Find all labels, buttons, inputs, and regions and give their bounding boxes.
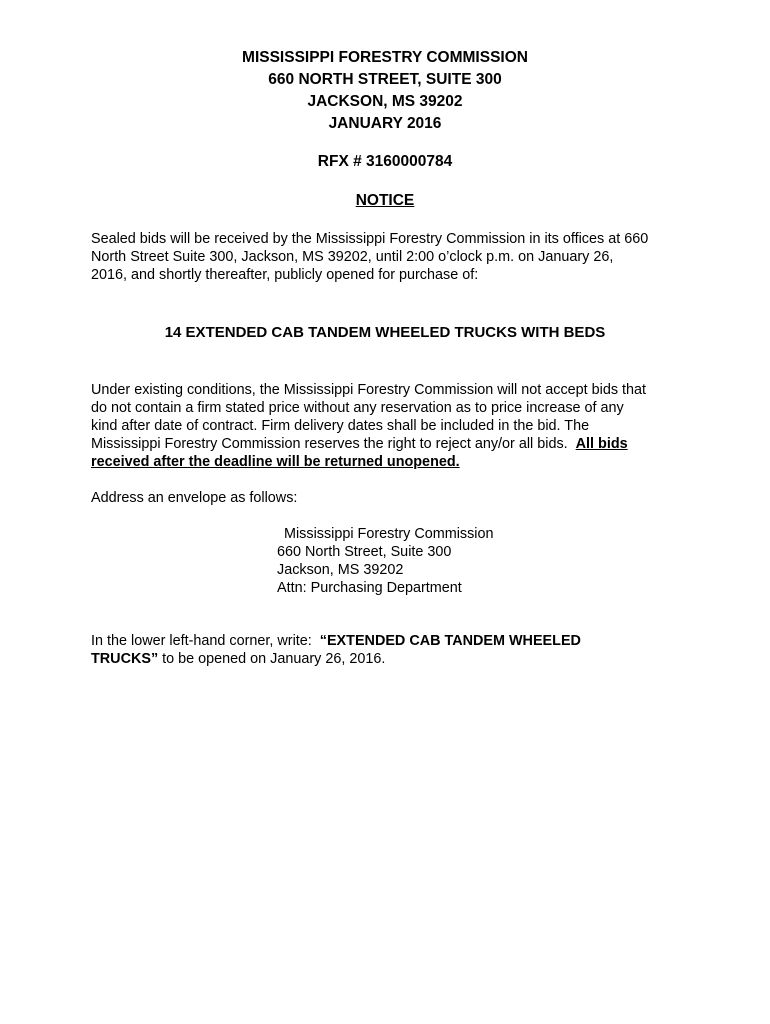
organization-name: MISSISSIPPI FORESTRY COMMISSION (242, 49, 528, 66)
instruction-bold-part2: TRUCKS” (91, 651, 159, 667)
intro-paragraph (91, 230, 691, 284)
instruction-bold-part1: “EXTENDED CAB TANDEM WHEELED (319, 633, 581, 649)
letterhead (0, 47, 770, 135)
address-intro (91, 489, 691, 507)
intro-line: North Street Suite 300, Jackson, MS 39202, until 2:00 o’clock p.m. on January 26, (91, 249, 614, 265)
item-title: 14 EXTENDED CAB TANDEM WHEELED TRUCKS WITH BEDS (164, 324, 606, 341)
address-line: Mississippi Forestry Commission (284, 526, 494, 542)
rfx-number: RFX # 3160000784 (317, 153, 453, 170)
address-line: Attn: Purchasing Department (277, 580, 462, 596)
conditions-line: kind after date of contract. Firm delivery dates shall be included in the bid. The (91, 418, 590, 434)
instruction-line (91, 650, 691, 668)
instruction-line (91, 632, 691, 650)
mailing-address (277, 525, 494, 597)
conditions-line (91, 435, 691, 453)
deadline-warning-part1: All bids (575, 436, 628, 452)
envelope-instruction (91, 632, 691, 668)
conditions-paragraph (91, 381, 691, 471)
conditions-line-text: Mississippi Forestry Commission reserves the right to reject any/or all bids. (91, 436, 576, 452)
intro-line: Sealed bids will be received by the Mississippi Forestry Commission in its offices at 660 (91, 231, 649, 247)
deadline-warning-part2: received after the deadline will be returned unopened. (91, 454, 460, 470)
document-date: JANUARY 2016 (328, 115, 442, 132)
notice-title: NOTICE (355, 192, 415, 209)
address-intro-text: Address an envelope as follows: (91, 490, 298, 506)
conditions-line (91, 453, 691, 471)
instruction-prefix: In the lower left-hand corner, write: (91, 633, 320, 649)
intro-line: 2016, and shortly thereafter, publicly opened for purchase of: (91, 267, 479, 283)
instruction-suffix: to be opened on January 26, 2016. (158, 651, 386, 667)
conditions-line: Under existing conditions, the Mississippi Forestry Commission will not accept bids that (91, 382, 647, 398)
notice-heading (0, 191, 770, 211)
conditions-line: do not contain a firm stated price without any reservation as to price increase of any (91, 400, 624, 416)
street-address: 660 NORTH STREET, SUITE 300 (268, 71, 502, 88)
address-line: 660 North Street, Suite 300 (277, 544, 452, 560)
city-state-zip: JACKSON, MS 39202 (307, 93, 463, 110)
address-line: Jackson, MS 39202 (277, 562, 404, 578)
